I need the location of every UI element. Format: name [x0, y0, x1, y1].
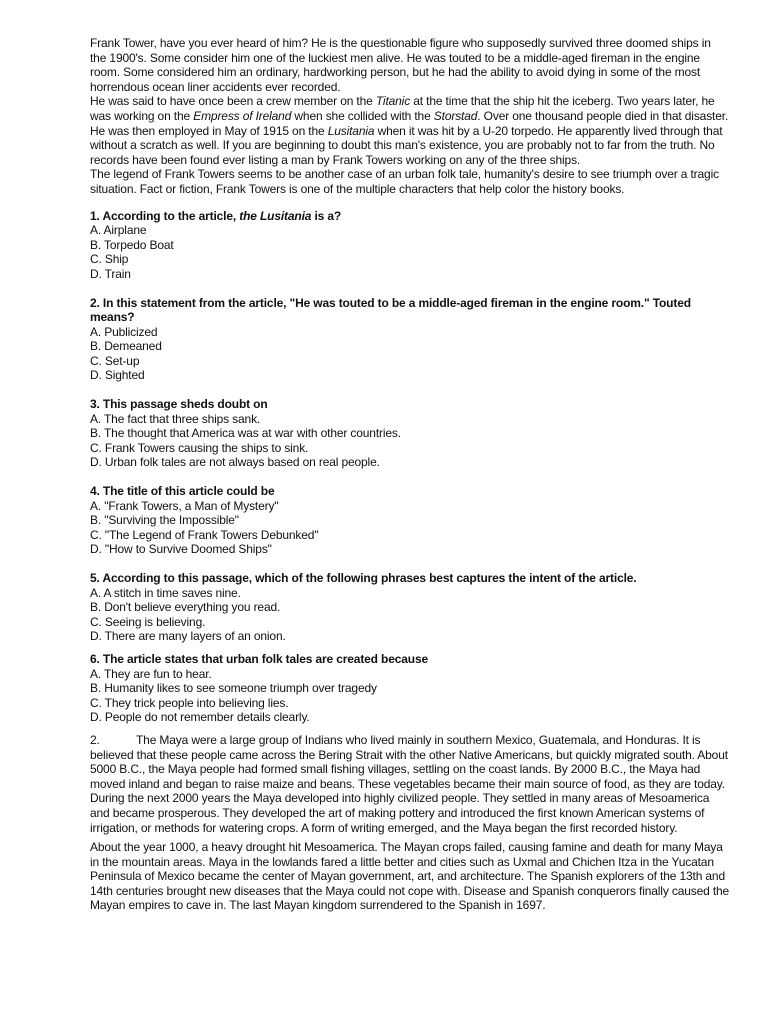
answer-option: D. "How to Survive Doomed Ships": [90, 542, 272, 557]
passage1-paragraph-2: [90, 94, 730, 167]
answer-option: A. They are fun to hear.: [90, 666, 212, 681]
answer-option: D. Sighted: [90, 368, 145, 383]
document-page: [90, 36, 730, 913]
answer-option: B. Torpedo Boat: [90, 237, 174, 252]
question-list: [90, 209, 730, 725]
answer-option: A. The fact that three ships sank.: [90, 411, 261, 426]
answer-option: B. Humanity likes to see someone triumph over tragedy: [90, 681, 377, 696]
passage1-paragraph-1: Frank Tower, have you ever heard of him? He is the questionable figure who supposedly survived three doomed ships in the 1900's. Some consider him one of the luckiest men alive. He was touted to be a middle-aged fireman in the engine room. Some considered him an ordinary, hardworking person, but he had the ability to avoid dying in some of the most horrendous ocean liner accidents ever recorded.: [90, 36, 711, 94]
answer-option: D. Urban folk tales are not always based on real people.: [90, 455, 380, 470]
text-run: when she collided with the: [291, 108, 434, 123]
question-text: 1. According to the article,: [90, 208, 240, 223]
ship-name-empress: Empress of Ireland: [193, 108, 292, 123]
question-block: [90, 571, 730, 644]
answer-option: B. The thought that America was at war with other countries.: [90, 426, 401, 441]
text-run: at the time that the ship hit the iceberg. Two years later, he was working on the: [90, 94, 715, 123]
question-stem: [90, 209, 730, 224]
answer-option: D. People do not remember details clearly.: [90, 710, 310, 725]
passage2-paragraph-2: About the year 1000, a heavy drought hit Mesoamerica. The Mayan crops failed, causing famine and death for many Maya in the mountain areas. Maya in the lowlands fared a little better and cities such as Uxmal and Chichen Itza in the Yucatan Peninsula of Mexico became the center of Mayan government, art, and architecture. The Spanish explorers of the 13th and 14th centuries brought new diseases that the Maya could not cope with. Disease and Spanish conquerors finally caused the Mayan empires to cave in. The last Mayan kingdom surrendered to the Spanish in 1697.: [90, 840, 730, 913]
answer-option: C. Ship: [90, 252, 129, 267]
question-italic-text: the Lusitania: [239, 208, 312, 223]
question-block: [90, 209, 730, 282]
text-run: He was said to have once been a crew member on the: [90, 94, 376, 109]
answer-option: C. "The Legend of Frank Towers Debunked": [90, 527, 319, 542]
answer-option: C. Set-up: [90, 353, 140, 368]
question-block: [90, 296, 730, 384]
ship-name-lusitania: Lusitania: [327, 123, 375, 138]
answer-option: B. Demeaned: [90, 339, 162, 354]
question-block: [90, 397, 730, 470]
question-block: [90, 484, 730, 557]
answer-option: D. There are many layers of an onion.: [90, 629, 286, 644]
question-stem: [90, 484, 730, 499]
passage2-number: 2.: [90, 732, 100, 747]
answer-option: D. Train: [90, 266, 131, 281]
answer-option: A. "Frank Towers, a Man of Mystery": [90, 498, 279, 513]
ship-name-titanic: Titanic: [375, 94, 411, 109]
question-stem: [90, 652, 730, 667]
ship-name-storstad: Storstad: [433, 108, 478, 123]
answer-option: C. They trick people into believing lies.: [90, 695, 289, 710]
question-block: [90, 652, 730, 725]
text-run: The Maya were a large group of Indians who lived mainly in southern Mexico, Guatemala, and Honduras. It is believed that these people came across the Bering Strait with the other Native Americans, but quickly migrated south. About 5000 B.C., the Maya people had formed small fishing villages, settling on the coast lands. By 2000 B.C., the Maya had moved inland and began to raise maize and beans. These vegetables became their main source of food, as they are today. During the next 2000 years the Maya developed into highly civilized people. They settled in many areas of Mesoamerica and became prosperous. They developed the art of making pottery and introduced the first known American systems of irrigation, or methods for watering crops. A form of writing emerged, and the Maya began the first recorded history.: [90, 732, 728, 835]
text-run: when it was hit by a U-20 torpedo. He apparently lived through that without a scratch as well. If you are beginning to doubt this man's existence, you are probably not to far from the truth. No records have been found ever listing a man by Frank Towers working on any of the three ships.: [90, 123, 723, 167]
text-run: . Over one thousand people died in that disaster. He was then employed in May of 1915 on the: [90, 108, 729, 138]
question-text: 2. In this statement from the article, "He was touted to be a middle-aged fireman in the engine room." Touted means?: [90, 295, 691, 325]
question-stem: [90, 296, 730, 325]
question-stem: [90, 397, 730, 412]
answer-option: C. Frank Towers causing the ships to sink.: [90, 440, 309, 455]
question-stem: [90, 571, 730, 586]
answer-option: A. Publicized: [90, 324, 158, 339]
answer-option: C. Seeing is believing.: [90, 614, 206, 629]
question-text: 5. According to this passage, which of the following phrases best captures the intent of the article.: [90, 571, 637, 585]
question-text: 6. The article states that urban folk tales are created because: [90, 651, 429, 666]
question-text: 3. This passage sheds doubt on: [90, 397, 268, 412]
passage1-paragraph-3: The legend of Frank Towers seems to be another case of an urban folk tale, humanity's desire to see triumph over a tragic situation. Fact or fiction, Frank Towers is one of the multiple characters that help color the history books.: [90, 167, 719, 196]
answer-option: B. Don't believe everything you read.: [90, 600, 281, 615]
answer-option: B. "Surviving the Impossible": [90, 513, 239, 528]
answer-option: A. A stitch in time saves nine.: [90, 585, 241, 600]
spacer: [90, 197, 730, 209]
question-text: is a?: [311, 208, 342, 223]
answer-option: A. Airplane: [90, 223, 147, 238]
question-text: 4. The title of this article could be: [90, 484, 275, 499]
passage2-paragraph-1: [90, 733, 730, 835]
